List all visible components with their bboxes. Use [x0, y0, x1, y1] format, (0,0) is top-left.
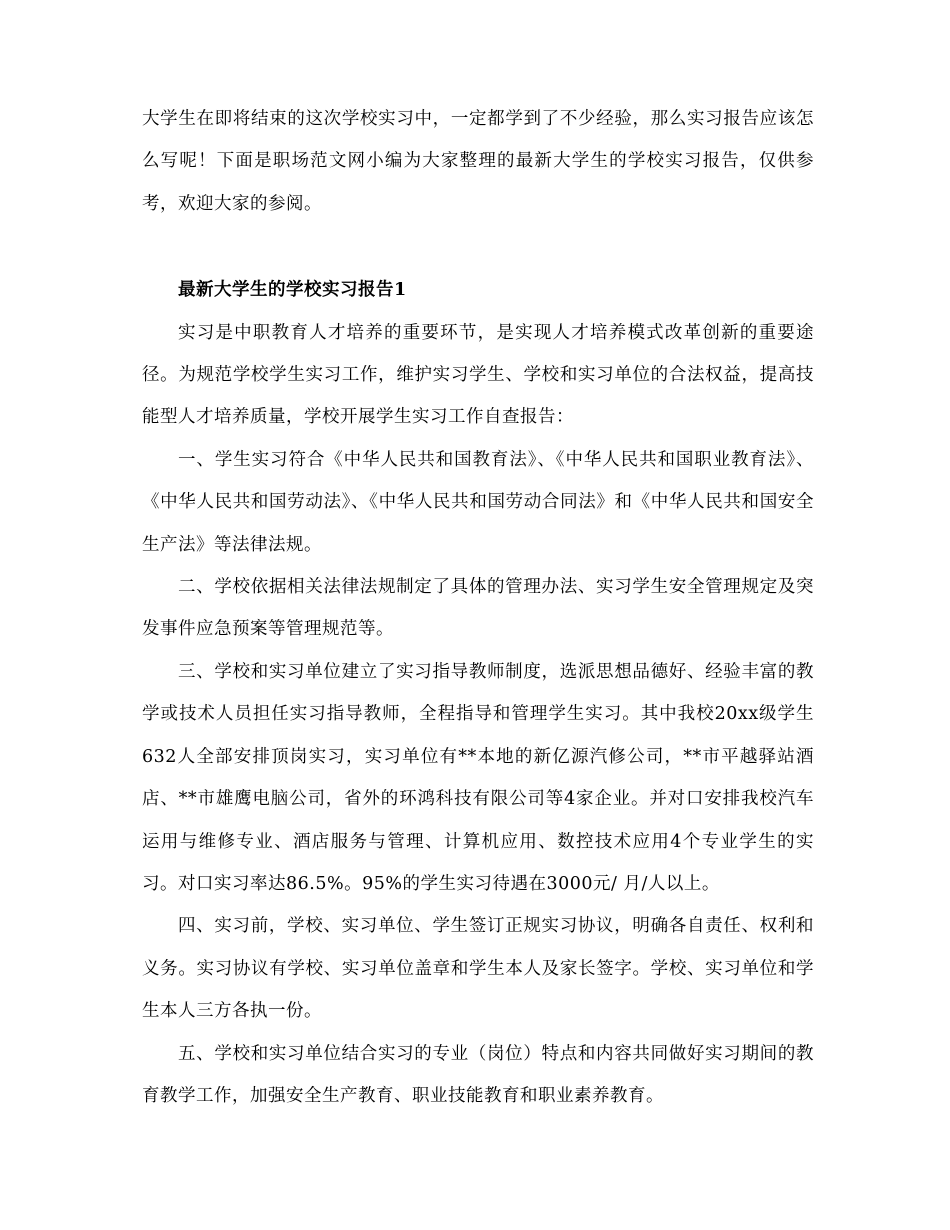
document-body	[142, 98, 814, 1117]
intro-paragraph: 大学生在即将结束的这次学校实习中，一定都学到了不少经验，那么实习报告应该怎么写呢！下面是职场范文网小编为大家整理的最新大学生的学校实习报告，仅供参考，欢迎大家的参阅。	[142, 109, 814, 214]
section-title: 最新大学生的学校实习报告1	[178, 280, 407, 301]
body-paragraph-6: 五、学校和实习单位结合实习的专业（岗位）特点和内容共同做好实习期间的教育教学工作，加强安全生产教育、职业技能教育和职业素养教育。	[142, 1043, 814, 1106]
body-paragraph-1: 实习是中职教育人才培养的重要环节，是实现人才培养模式改革创新的重要途径。为规范学校学生实习工作，维护实习学生、学校和实习单位的合法权益，提高技能型人才培养质量，学校开展学生实习工作自查报告：	[142, 322, 814, 428]
body-paragraph-3: 二、学校依据相关法律法规制定了具体的管理办法、实习学生安全管理规定及突发事件应急预案等管理规范等。	[142, 577, 814, 640]
body-paragraph-2: 一、学生实习符合《中华人民共和国教育法》、《中华人民共和国职业教育法》、《中华人民共和国劳动法》、《中华人民共和国劳动合同法》和《中华人民共和国安全生产法》等法律法规。	[142, 449, 814, 555]
body-paragraph-4: 三、学校和实习单位建立了实习指导教师制度，选派思想品德好、经验丰富的教学或技术人员担任实习指导教师，全程指导和管理学生实习。其中我校20xx级学生632人全部安排顶岗实习，实习单位有**本地的新亿源汽修公司，**市平越驿站酒店、**市雄鹰电脑公司，省外的环鸿科技有限公司等4家企业。并对口安排我校汽车运用与维修专业、酒店服务与管理、计算机应用、数控技术应用4个专业学生的实习。对口实习率达86.5%。95%的学生实习待遇在3000元/ 月/人以上。	[142, 661, 814, 894]
body-paragraph-5: 四、实习前，学校、实习单位、学生签订正规实习协议，明确各自责任、权利和义务。实习协议有学校、实习单位盖章和学生本人及家长签字。学校、实习单位和学生本人三方各执一份。	[142, 916, 814, 1022]
